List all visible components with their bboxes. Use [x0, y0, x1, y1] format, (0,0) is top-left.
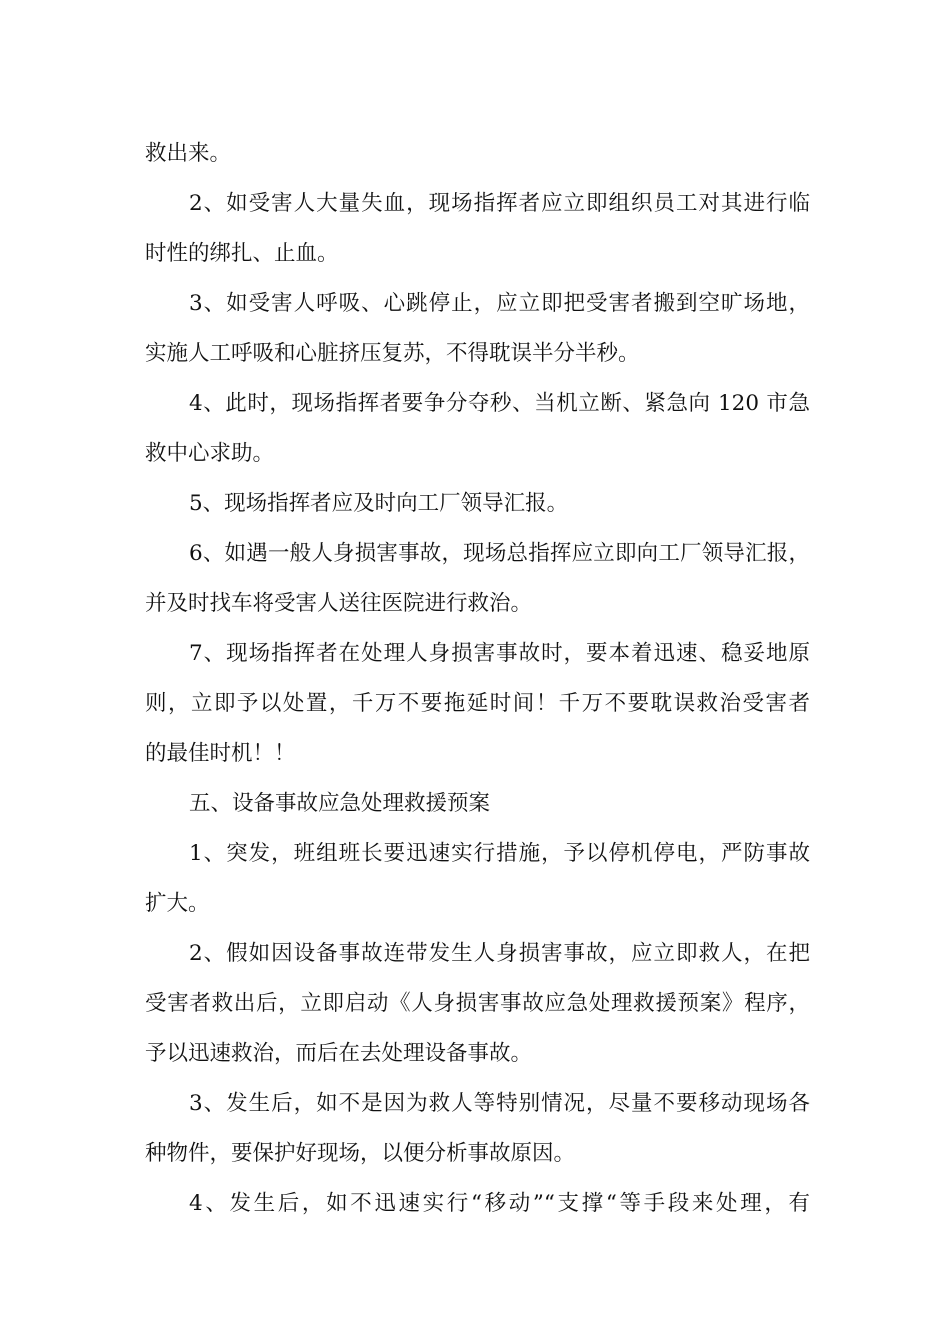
text-line: 6、如遇一般人身损害事故，现场总指挥应立即向工厂领导汇报， [189, 541, 810, 566]
text-line: 时性的绑扎、止血。 [145, 241, 339, 266]
text-line: 种物件，要保护好现场，以便分析事故原因。 [145, 1141, 576, 1166]
text-line: 扩大。 [145, 891, 210, 916]
text-line: 5、现场指挥者应及时向工厂领导汇报。 [189, 491, 569, 516]
text-line: 予以迅速救治，而后在去处理设备事故。 [145, 1041, 533, 1066]
text-line: 则，立即予以处置，千万不要拖延时间！千万不要耽误救治受害者 [145, 691, 810, 716]
text-line: 7、现场指挥者在处理人身损害事故时，要本着迅速、稳妥地原 [189, 641, 810, 666]
text-line: 实施人工呼吸和心脏挤压复苏，不得耽误半分半秒。 [145, 341, 640, 366]
text-line: 救出来。 [145, 141, 232, 166]
text-line: 3、如受害人呼吸、心跳停止，应立即把受害者搬到空旷场地， [189, 291, 810, 316]
text-line: 4、此时，现场指挥者要争分夺秒、当机立断、紧急向 120 市急 [189, 391, 810, 416]
text-line: 1、突发，班组班长要迅速实行措施，予以停机停电，严防事故 [189, 841, 810, 866]
text-line: 2、如受害人大量失血，现场指挥者应立即组织员工对其进行临 [189, 191, 810, 216]
text-line: 3、发生后，如不是因为救人等特别情况，尽量不要移动现场各 [189, 1091, 810, 1116]
text-line: 受害者救出后，立即启动《人身损害事故应急处理救援预案》程序， [145, 991, 810, 1016]
document-body [145, 129, 810, 1229]
text-line: 五、设备事故应急处理救援预案 [189, 791, 491, 816]
text-line: 的最佳时机！！ [145, 741, 296, 766]
text-line: 并及时找车将受害人送往医院进行救治。 [145, 591, 533, 616]
text-line: 救中心求助。 [145, 441, 275, 466]
text-line: 4、发生后，如不迅速实行“移动”“支撑“等手段来处理，有 [189, 1191, 810, 1216]
text-line: 2、假如因设备事故连带发生人身损害事故，应立即救人，在把 [189, 941, 810, 966]
